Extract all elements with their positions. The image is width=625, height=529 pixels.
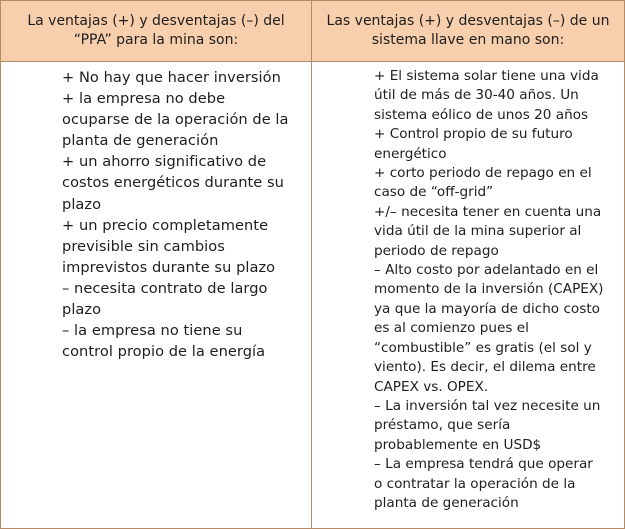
ppa-list: [62, 67, 289, 362]
ppa-line: plazo: [62, 195, 102, 213]
column-llave-en-mano: [312, 62, 624, 528]
ppa-line: – la empresa no tiene su: [62, 322, 243, 340]
llave-en-mano-line: periodo de repago: [374, 242, 499, 259]
llave-en-mano-line: – La empresa tendrá que operar: [374, 456, 593, 473]
llave-en-mano-line: préstamo, que sería: [374, 417, 511, 434]
header-ppa-text: La ventajas (+) y desventajas (–) del “PPA” para la mina son:: [27, 13, 285, 48]
ppa-line: + la empresa no debe: [62, 90, 226, 108]
llave-en-mano-line: sistema eólico de unos 20 años: [374, 106, 589, 123]
llave-en-mano-list: [374, 67, 604, 513]
llave-en-mano-line: probablemente en USD$: [374, 436, 542, 453]
llave-en-mano-line: ya que la mayoría de dicho costo: [374, 300, 600, 317]
llave-en-mano-line: caso de “off-grid”: [374, 184, 494, 201]
ppa-line: + un precio completamente: [62, 216, 269, 234]
llave-en-mano-line: momento de la inversión (CAPEX): [374, 281, 604, 298]
ppa-line: – necesita contrato de largo: [62, 279, 268, 297]
column-ppa: [1, 62, 312, 528]
ppa-line: planta de generación: [62, 132, 219, 150]
llave-en-mano-line: – La inversión tal vez necesite un: [374, 397, 601, 414]
header-llave-en-mano-text: Las ventajas (+) y desventajas (–) de un sistema llave en mano son:: [326, 13, 610, 48]
ppa-line: + No hay que hacer inversión: [62, 69, 281, 86]
llave-en-mano-line: + Control propio de su futuro: [374, 126, 573, 143]
ppa-line: previsible sin cambios: [62, 237, 225, 255]
ppa-line: ocuparse de la operación de la: [62, 111, 289, 129]
ppa-line: plazo: [62, 301, 102, 319]
ppa-line: + un ahorro significativo de: [62, 153, 267, 171]
llave-en-mano-line: – Alto costo por adelantado en el: [374, 262, 599, 279]
llave-en-mano-line: energético: [374, 145, 447, 162]
llave-en-mano-line: es al comienzo pues el: [374, 320, 529, 337]
llave-en-mano-line: planta de generación: [374, 494, 519, 511]
llave-en-mano-line: viento). Es decir, el dilema entre: [374, 359, 596, 376]
ppa-line: costos energéticos durante su: [62, 174, 284, 192]
llave-en-mano-line: CAPEX vs. OPEX.: [374, 378, 489, 395]
llave-en-mano-line: + corto periodo de repago en el: [374, 165, 592, 182]
header-llave-en-mano: [312, 1, 624, 62]
llave-en-mano-line: vida útil de la mina superior al: [374, 223, 582, 240]
llave-en-mano-line: “combustible” es gratis (el sol y: [374, 339, 592, 356]
llave-en-mano-line: + El sistema solar tiene una vida: [374, 68, 599, 84]
llave-en-mano-line: +/– necesita tener en cuenta una: [374, 203, 602, 220]
ppa-line: control propio de la energía: [62, 343, 266, 361]
header-ppa: [1, 1, 312, 62]
llave-en-mano-line: o contratar la operación de la: [374, 475, 576, 492]
ppa-line: imprevistos durante su plazo: [62, 258, 276, 276]
llave-en-mano-line: útil de más de 30-40 años. Un: [374, 87, 579, 104]
